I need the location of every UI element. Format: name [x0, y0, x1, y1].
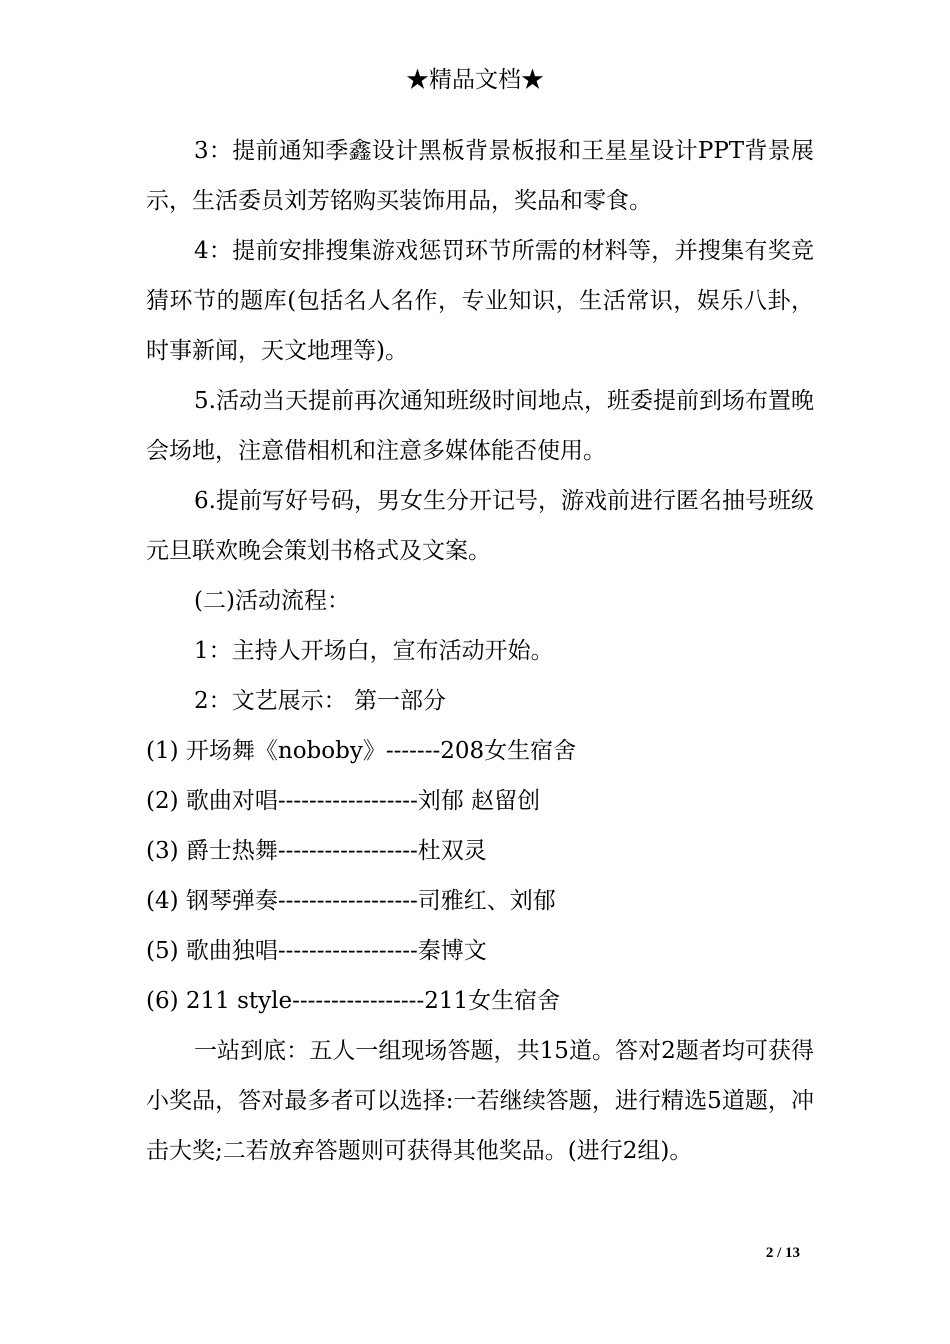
program-item: (2) 歌曲对唱------------------刘郁 赵留创	[146, 788, 541, 814]
section-heading-activity-flow: (二)活动流程：	[194, 588, 350, 614]
program-item: (3) 爵士热舞------------------杜双灵	[146, 838, 487, 864]
paragraph-step-6: 6.提前写好号码，男女生分开记号，游戏前进行匿名抽号班级元旦联欢晚会策划书格式及文案。	[146, 488, 814, 564]
paragraph-step-4: 4：提前安排搜集游戏惩罚环节所需的材料等，并搜集有奖竞猜环节的题库(包括名人名作，专业知识，生活常识，娱乐八卦，时事新闻，天文地理等)。	[146, 238, 814, 364]
page-header-title: ★精品文档★	[406, 67, 544, 93]
paragraph-step-5: 5.活动当天提前再次通知班级时间地点，班委提前到场布置晚会场地，注意借相机和注意多媒体能否使用。	[146, 388, 814, 464]
program-item: (6) 211 style-----------------211女生宿舍	[146, 988, 561, 1014]
document-body	[146, 126, 814, 1176]
paragraph-quiz-rules: 一站到底：五人一组现场答题，共15道。答对2题者均可获得小奖品，答对最多者可以选择:一若继续答题，进行精选5道题，冲击大奖;二若放弃答题则可获得其他奖品。(进行2组)。	[146, 1038, 814, 1164]
program-item: (4) 钢琴弹奏------------------司雅红、刘郁	[146, 888, 556, 914]
paragraph-step-3: 3：提前通知季鑫设计黑板背景板报和王星星设计PPT背景展示，生活委员刘芳铭购买装饰用品，奖品和零食。	[146, 138, 814, 214]
program-item: (1) 开场舞《noboby》-------208女生宿舍	[146, 738, 577, 764]
paragraph-flow-2: 2：文艺展示： 第一部分	[194, 688, 446, 714]
program-item: (5) 歌曲独唱------------------秦博文	[146, 938, 487, 964]
page-number: 2 / 13	[765, 1245, 800, 1261]
paragraph-flow-1: 1：主持人开场白，宣布活动开始。	[194, 638, 554, 664]
